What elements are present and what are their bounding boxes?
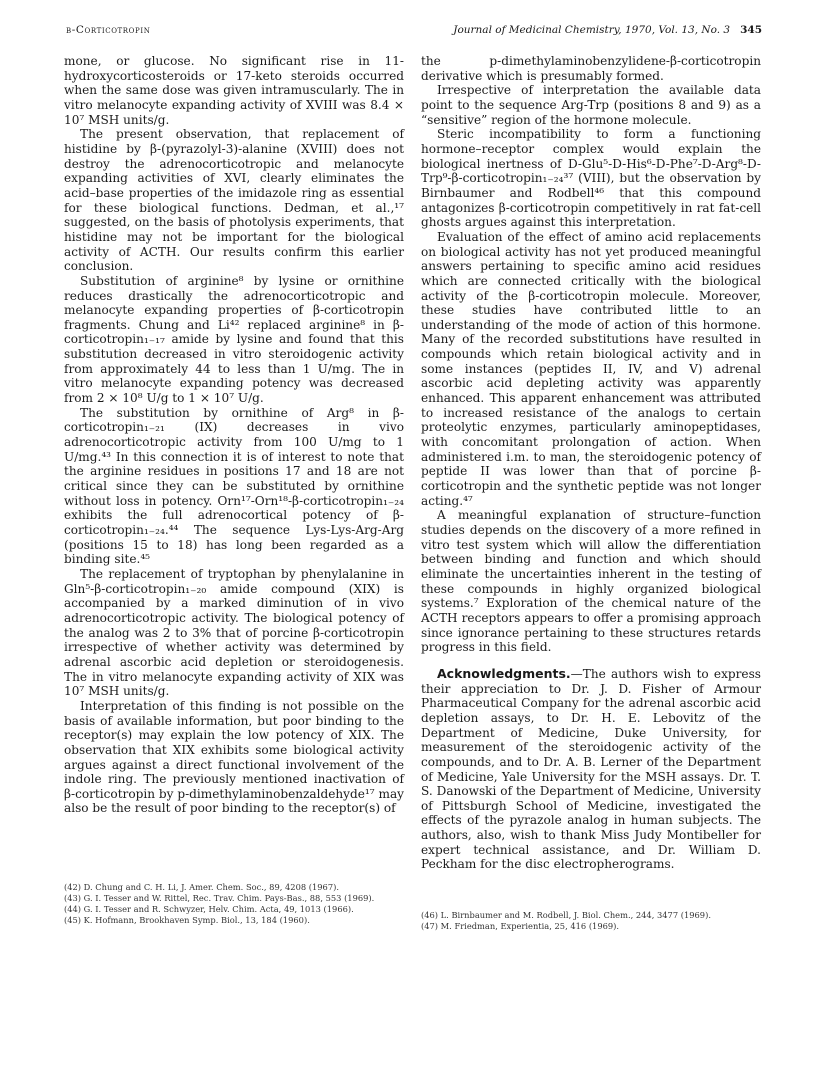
paragraph: the p-dimethylaminobenzylidene-β-corticotropin derivative which is presumably formed. bbox=[421, 54, 761, 83]
footnote: (43) G. I. Tesser and W. Rittel, Rec. Trav. Chim. Pays-Bas., 88, 553 (1969). bbox=[64, 893, 375, 903]
paragraph: Interpretation of this finding is not possible on the basis of available information, but poor binding to the receptor(s) may explain the low potency of XIX. The observation that XIX exhibits some biological activity argues against a direct functional involvement of the indole ring. The previously mentioned inactivation of β-corticotropin by p-dimethylaminobenzaldehyde¹⁷ may also be the result of poor binding to the receptor(s) of bbox=[64, 698, 404, 816]
paragraph: Substitution of arginine⁸ by lysine or ornithine reduces drastically the adrenocorticotropic and melanocyte expanding properties of β-corticotropin fragments. Chung and Li⁴² replaced arginine⁸ in β-corticotropin₁₋₁₇ amide by lysine and found that this substitution decreased in vitro steroidogenic activity from approximately 44 to less than 1 U/mg. The in vitro melanocyte expanding potency was decreased from 2 × 10⁸ U/g to 1 × 10⁷ U/g. bbox=[64, 273, 404, 406]
journal-citation: Journal of Medicinal Chemistry, 1970, Vol. 13, No. 3 bbox=[453, 24, 731, 36]
paragraph: mone, or glucose. No significant rise in 11-hydroxycorticosteroids or 17-keto steroids occurred when the same dose was given intramuscularly. The in vitro melanocyte expanding activity of XVIII was 8.4 × 10⁷ MSH units/g. bbox=[64, 54, 404, 127]
paragraph: The substitution by ornithine of Arg⁸ in β-corticotropin₁₋₂₁ (IX) decreases in vivo adrenocorticotropic activity from 100 U/mg to 1 U/mg.⁴³ In this connection it is of interest to note that the arginine residues in positions 17 and 18 are not critical since they can be substituted by ornithine without loss in potency. Orn¹⁷-Orn¹⁸-β-corticotropin₁₋₂₄ exhibits the full adrenocortical potency of β-corticotropin₁₋₂₄.⁴⁴ The sequence Lys-Lys-Arg-Arg (positions 15 to 18) has long been regarded as a binding site.⁴⁵ bbox=[64, 405, 404, 567]
paragraph: A meaningful explanation of structure–function studies depends on the discovery of a more refined in vitro test system which will allow the differentiation between binding and function and which should eliminate the uncertainties inherent in the testing of these compounds in highly organized biological systems.⁷ Exploration of the chemical nature of the ACTH receptors appears to offer a promising approach since ignorance pertaining to these structures retards progress in this field. bbox=[421, 508, 761, 655]
footnotes-right bbox=[421, 910, 761, 932]
acknowledgments-paragraph bbox=[421, 667, 761, 872]
paragraph: Steric incompatibility to form a functioning hormone–receptor complex would explain the biological inertness of D-Glu⁵-D-His⁶-D-Phe⁷-D-Arg⁸-D-Trp⁹-β-corticotropin₁₋₂₄³⁷ (VIII), but the observation by Birnbaumer and Rodbell⁴⁶ that this compound antagonizes β-corticotropin competitively in rat fat-cell ghosts argues against this interpretation. bbox=[421, 127, 761, 230]
paragraph: The present observation, that replacement of histidine by β-(pyrazolyl-3)-alanine (XVIII) does not destroy the adrenocorticotropic and melanocyte expanding activities of XVI, clearly eliminates the acid–base properties of the imidazole ring as essential for these biological functions. Dedman, et al.,¹⁷ suggested, on the basis of photolysis experiments, that histidine may not be important for the biological activity of ACTH. Our results confirm this earlier conclusion. bbox=[64, 127, 404, 274]
acknowledgments-heading: Acknowledgments. bbox=[437, 665, 571, 681]
right-column bbox=[421, 54, 761, 872]
footnote: (42) D. Chung and C. H. Li, J. Amer. Chem. Soc., 89, 4208 (1967). bbox=[64, 882, 339, 892]
journal-header bbox=[453, 24, 762, 36]
paragraph: Evaluation of the effect of amino acid replacements on biological activity has not yet produced meaningful answers pertaining to specific amino acid residues which are connected critically with the biological activity of the β-corticotropin molecule. Moreover, these studies have contributed little to an understanding of the mode of action of this hormone. Many of the recorded substitutions have resulted in compounds which retain biological activity and in some instances (peptides II, IV, and V) adrenal ascorbic acid depleting activity was apparently enhanced. This apparent enhancement was attributed to increased resistance of the analogs to certain proteolytic enzymes, particularly aminopeptidases, with concomitant prolongation of action. When administered i.m. to man, the steroidogenic potency of peptide II was lower than that of porcine β-corticotropin and the synthetic peptide was not longer acting.⁴⁷ bbox=[421, 229, 761, 508]
paragraph: Irrespective of interpretation the available data point to the sequence Arg-Trp (positions 8 and 9) as a “sensitive” region of the hormone molecule. bbox=[421, 83, 761, 127]
page-number: 345 bbox=[740, 24, 762, 36]
footnote: (44) G. I. Tesser and R. Schwyzer, Helv. Chim. Acta, 49, 1013 (1966). bbox=[64, 904, 354, 914]
left-column bbox=[64, 54, 404, 816]
footnotes-left bbox=[64, 882, 404, 926]
footnote: (45) K. Hofmann, Brookhaven Symp. Biol., 13, 184 (1960). bbox=[64, 915, 310, 925]
acknowledgments-text: —The authors wish to express their appreciation to Dr. J. D. Fisher of Armour Pharmaceutical Company for the adrenal ascorbic acid depletion assays, to Dr. H. E. Lebovitz of the Department of Medicine, Duke University, for measurement of the steroidogenic activity of the compounds, and to Dr. A. B. Lerner of the Department of Medicine, Yale University for the MSH assays. Dr. T. S. Danowski of the Department of Medicine, University of Pittsburgh School of Medicine, investigated the effects of the pyrazole analog in human subjects. The authors, also, wish to thank Miss Judy Montibeller for expert technical assistance, and Dr. William D. Peckham for the disc electropherograms. bbox=[421, 666, 761, 872]
running-title: β-Corticotropin bbox=[66, 24, 151, 36]
paragraph: The replacement of tryptophan by phenylalanine in Gln⁵-β-corticotropin₁₋₂₀ amide compound (XIX) is accompanied by a marked diminution of in vivo adrenocorticotropic activity. The biological potency of the analog was 2 to 3% that of porcine β-corticotropin irrespective of whether activity was determined by adrenal ascorbic acid depletion or steroidogenesis. The in vitro melanocyte expanding activity of XIX was 10⁷ MSH units/g. bbox=[64, 566, 404, 699]
footnote: (46) L. Birnbaumer and M. Rodbell, J. Biol. Chem., 244, 3477 (1969). bbox=[421, 910, 711, 920]
footnote: (47) M. Friedman, Experientia, 25, 416 (1969). bbox=[421, 921, 620, 931]
